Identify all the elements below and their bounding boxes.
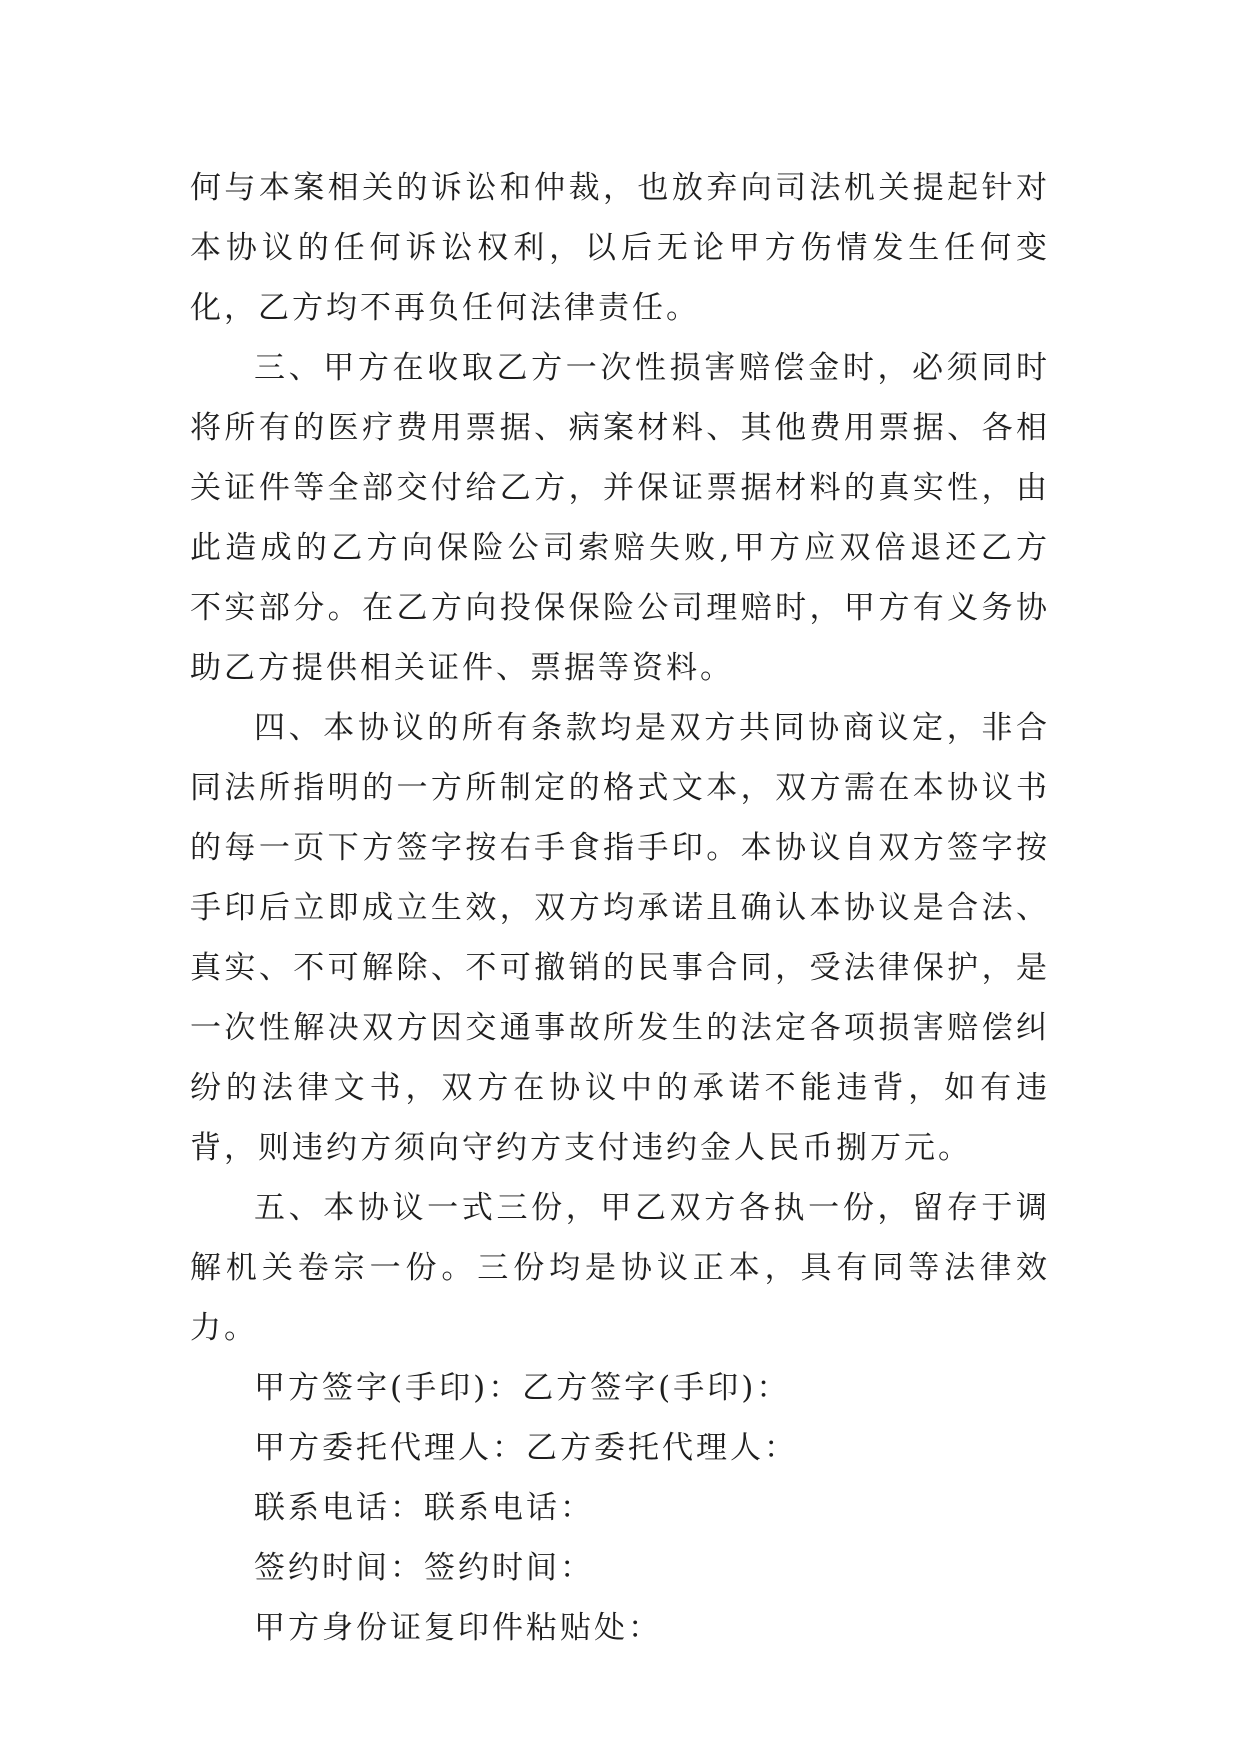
signature-line-id-copy: 甲方身份证复印件粘贴处： [254, 1610, 662, 1646]
signature-line-phone: 联系电话：联系电话： [254, 1490, 594, 1526]
paragraph-clause-4: 四、本协议的所有条款均是双方共同协商议定，非合同法所指明的一方所制定的格式文本，双方需在本协议书的每一页下方签字按右手食指手印。本协议自双方签字按手印后立即成立生效，双方均承诺且确认本协议是合法、真实、不可解除、不可撤销的民事合同，受法律保护，是一次性解决双方因交通事故所发生的法定各项损害赔偿纠纷的法律文书，双方在协议中的承诺不能违背，如有违背，则违约方须向守约方支付违约金人民币捌万元。 [190, 710, 1050, 1166]
agreement-body [190, 158, 1050, 1658]
signature-line-agents: 甲方委托代理人：乙方委托代理人： [254, 1430, 798, 1466]
paragraph-continuation: 何与本案相关的诉讼和仲裁，也放弃向司法机关提起针对本协议的任何诉讼权利，以后无论甲方伤情发生任何变化，乙方均不再负任何法律责任。 [190, 170, 1050, 326]
signature-line-signatures: 甲方签字(手印)：乙方签字(手印)： [254, 1370, 791, 1406]
paragraph-clause-3: 三、甲方在收取乙方一次性损害赔偿金时，必须同时将所有的医疗费用票据、病案材料、其他费用票据、各相关证件等全部交付给乙方，并保证票据材料的真实性，由此造成的乙方向保险公司索赔失败,甲方应双倍退还乙方不实部分。在乙方向投保保险公司理赔时，甲方有义务协助乙方提供相关证件、票据等资料。 [190, 350, 1050, 686]
paragraph-clause-5: 五、本协议一式三份，甲乙双方各执一份，留存于调解机关卷宗一份。三份均是协议正本，具有同等法律效力。 [190, 1190, 1050, 1346]
signature-line-date: 签约时间：签约时间： [254, 1550, 594, 1586]
